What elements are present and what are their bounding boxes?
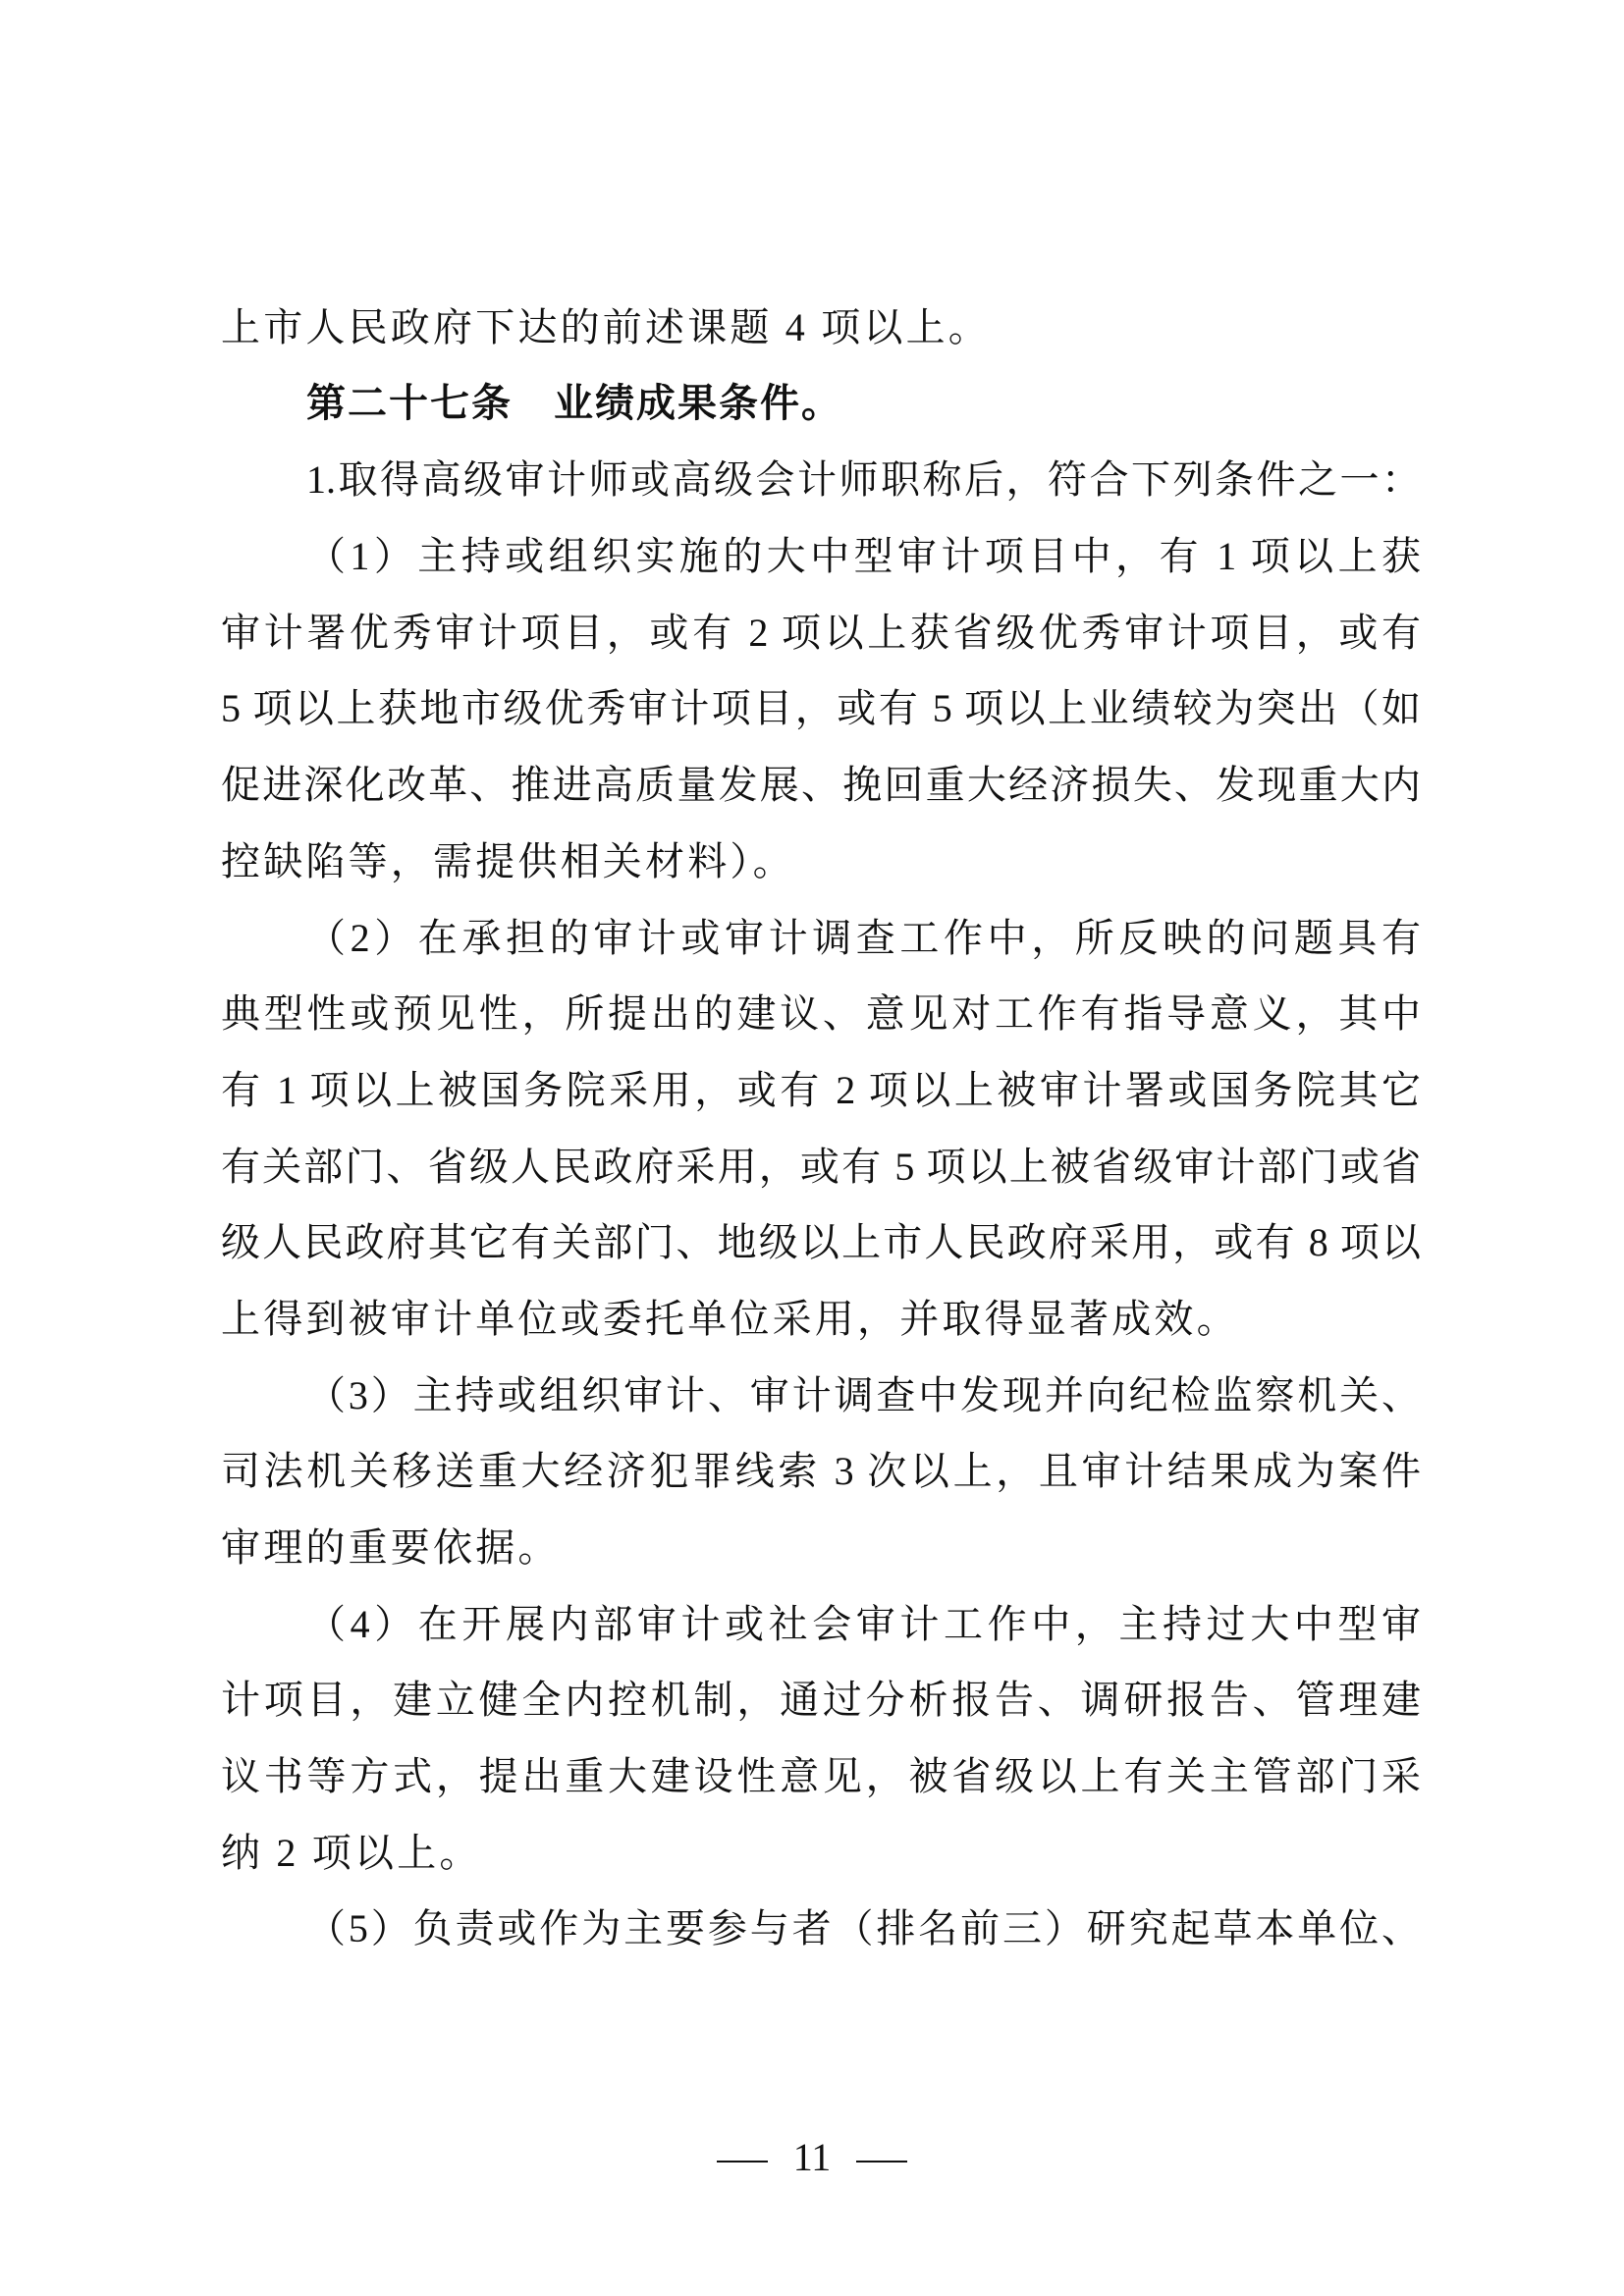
text-line: 典型性或预见性，所提出的建议、意见对工作有指导意义，其中: [221, 991, 1421, 1037]
text-line: 有 1 项以上被国务院采用，或有 2 项以上被审计署或国务院其它: [221, 1067, 1421, 1112]
item-1-start: （1）主持或组织实施的大中型审计项目中，有 1 项以上获: [306, 534, 1421, 579]
text-line: 促进深化改革、推进高质量发展、挽回重大经济损失、发现重大内: [221, 763, 1421, 808]
text-line: 5 项以上获地市级优秀审计项目，或有 5 项以上业绩较为突出（如: [221, 686, 1421, 731]
text-line: 议书等方式，提出重大建设性意见，被省级以上有关主管部门采: [221, 1754, 1421, 1799]
text-line: 纳 2 项以上。: [221, 1830, 482, 1875]
text-line: 计项目，建立健全内控机制，通过分析报告、调研报告、管理建: [221, 1678, 1421, 1723]
text-line: 控缺陷等，需提供相关材料）。: [221, 838, 795, 883]
text-line: 上得到被审计单位或委托单位采用，并取得显著成效。: [221, 1296, 1239, 1341]
clause-intro: 1.取得高级审计师或高级会计师职称后，符合下列条件之一：: [306, 457, 1421, 503]
text-line: 上市人民政府下达的前述课题 4 项以上。: [221, 305, 991, 349]
text-line: 司法机关移送重大经济犯罪线索 3 次以上，且审计结果成为案件: [221, 1449, 1421, 1494]
text-line: 有关部门、省级人民政府采用，或有 5 项以上被省级审计部门或省: [221, 1144, 1421, 1189]
item-2-start: （2）在承担的审计或审计调查工作中，所反映的问题具有: [306, 915, 1421, 960]
page-number-value: 11: [792, 2135, 832, 2179]
text-line: 级人民政府其它有关部门、地级以上市人民政府采用，或有 8 项以: [221, 1220, 1421, 1265]
dash-left: [717, 2161, 768, 2163]
body-text: [221, 290, 1421, 1967]
text-line: 审计署优秀审计项目，或有 2 项以上获省级优秀审计项目，或有: [221, 610, 1421, 655]
dash-right: [856, 2161, 907, 2163]
item-4-start: （4）在开展内部审计或社会审计工作中，主持过大中型审: [306, 1601, 1421, 1646]
item-5-start: （5）负责或作为主要参与者（排名前三）研究起草本单位、: [306, 1906, 1421, 1951]
item-3-start: （3）主持或组织审计、审计调查中发现并向纪检监察机关、: [306, 1372, 1421, 1417]
article-heading: 第二十七条 业绩成果条件。: [306, 380, 842, 426]
page-number: [0, 2132, 1624, 2183]
text-line: 审理的重要依据。: [221, 1525, 561, 1570]
